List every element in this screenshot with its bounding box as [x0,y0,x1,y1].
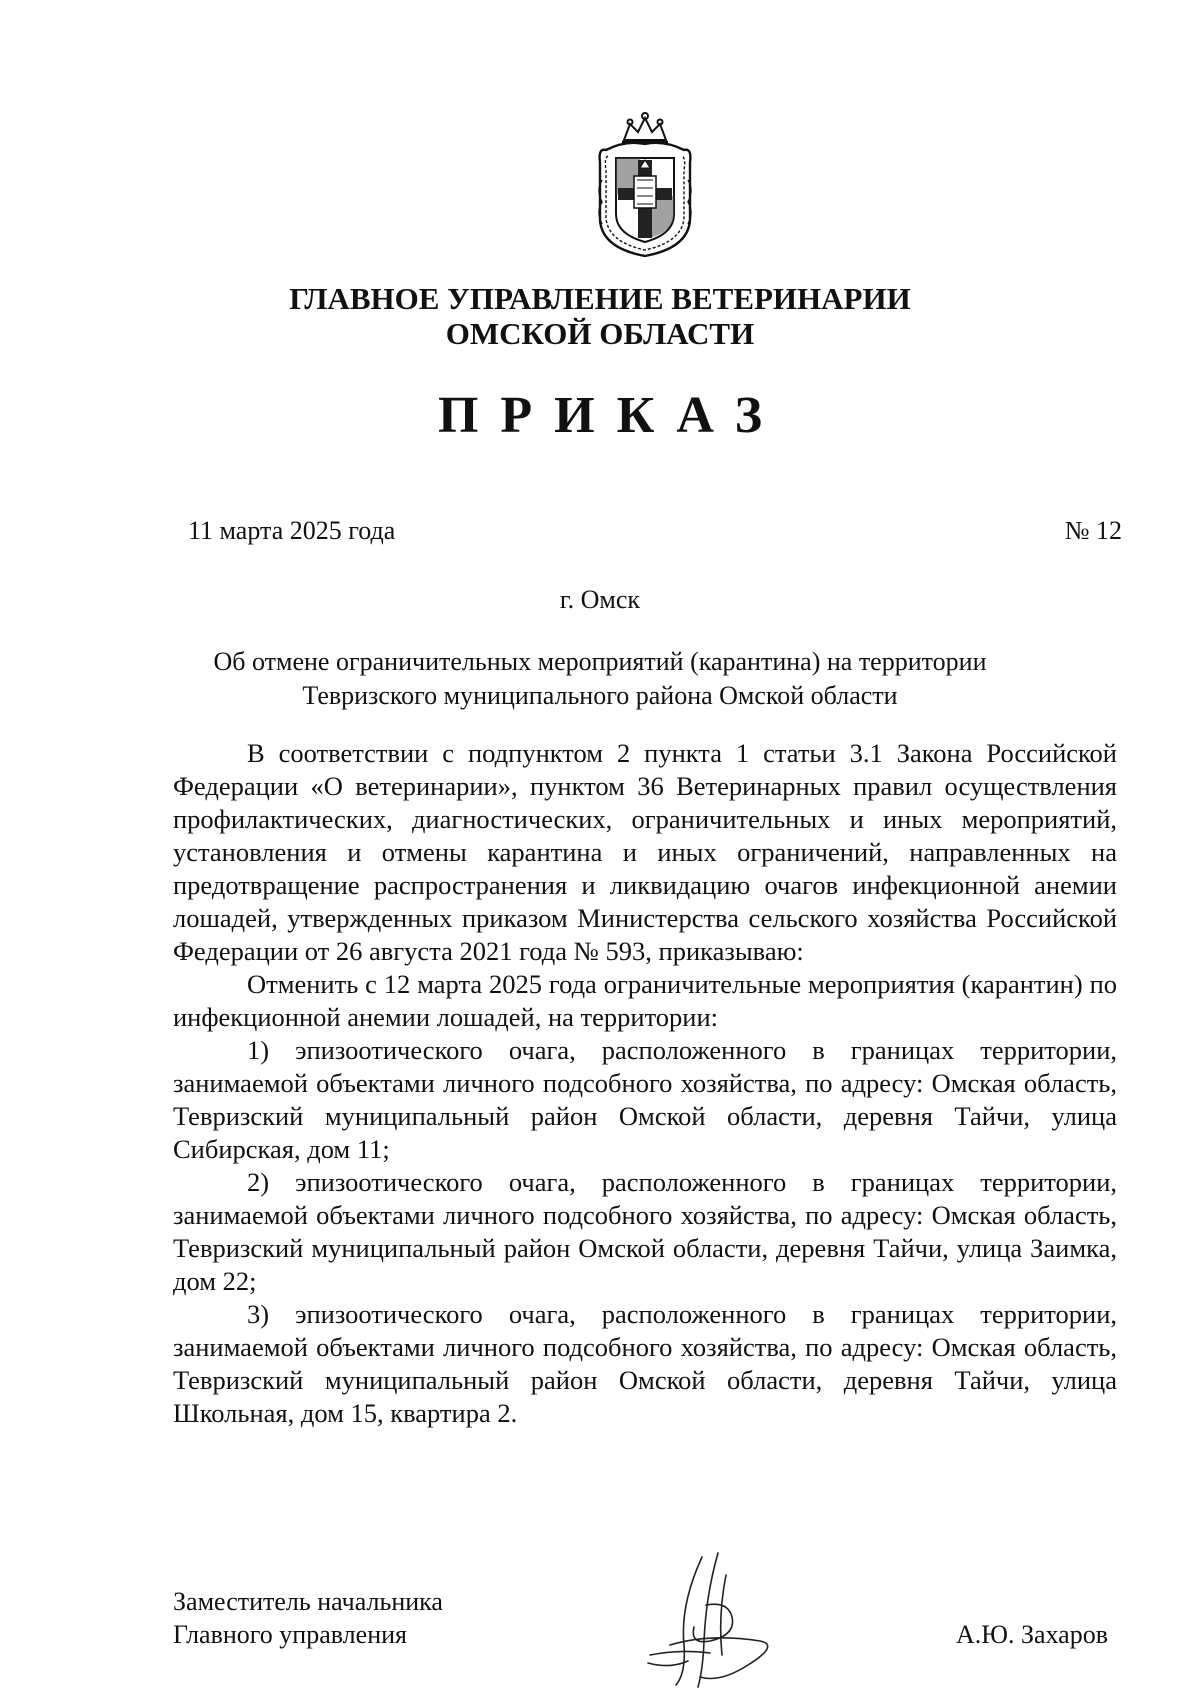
order-item-3: 3) эпизоотического очага, расположенного в границах территории, занимаемой объектами личного подсобного хозяйства, по адресу: Омская область, Тевризский муниципальный район Омской области, деревня Тайчи, улица Школьная, дом 15, квартира 2. [173,1299,1117,1428]
signatory-title [173,1585,443,1651]
signatory-title-line1: Заместитель начальника [173,1587,443,1616]
coat-of-arms-emblem [594,110,696,260]
document-number: № 12 [1064,516,1122,545]
order-item-2: 2) эпизоотического очага, расположенного в границах территории, занимаемой объектами личного подсобного хозяйства, по адресу: Омская область, Тевризский муниципальный район Омской области, деревня Тайчи, улица Заимка, дом 22; [173,1167,1117,1296]
subject-line2: Тевризского муниципального района Омской области [302,681,898,710]
signatory-title-line2: Главного управления [173,1620,407,1649]
signatory-name: А.Ю. Захаров [955,1620,1108,1649]
organization-name-line2: ОМСКОЙ ОБЛАСТИ [445,316,755,351]
document-type-heading: ПРИКАЗ [437,387,785,444]
order-paragraph: Отменить с 12 марта 2025 года ограничительные мероприятия (карантин) по инфекционной анемии лошадей, на территории: [173,969,1117,1032]
document-date: 11 марта 2025 года [188,516,396,545]
document-city: г. Омск [559,585,641,614]
document-subject [180,645,1020,713]
handwritten-signature [640,1545,800,1695]
subject-line1: Об отмене ограничительных мероприятий (карантина) на территории [213,647,987,676]
preamble-paragraph: В соответствии с подпунктом 2 пункта 1 статьи 3.1 Закона Российской Федерации «О ветеринарии», пунктом 36 Ветеринарных правил осуществления профилактических, диагностических, ограничительных и иных мероприятий, установления и отмены карантина и иных ограничений, направленных на предотвращение распространения и ликвидацию очагов инфекционной анемии лошадей, утвержденных приказом Министерства сельского хозяйства Российской Федерации от 26 августа 2021 года № 593, приказываю: [173,738,1117,966]
order-item-1: 1) эпизоотического очага, расположенного в границах территории, занимаемой объектами личного подсобного хозяйства, по адресу: Омская область, Тевризский муниципальный район Омской области, деревня Тайчи, улица Сибирская, дом 11; [173,1035,1117,1164]
document-body [173,737,1117,1430]
organization-name-line1: ГЛАВНОЕ УПРАВЛЕНИЕ ВЕТЕРИНАРИИ [289,281,911,316]
